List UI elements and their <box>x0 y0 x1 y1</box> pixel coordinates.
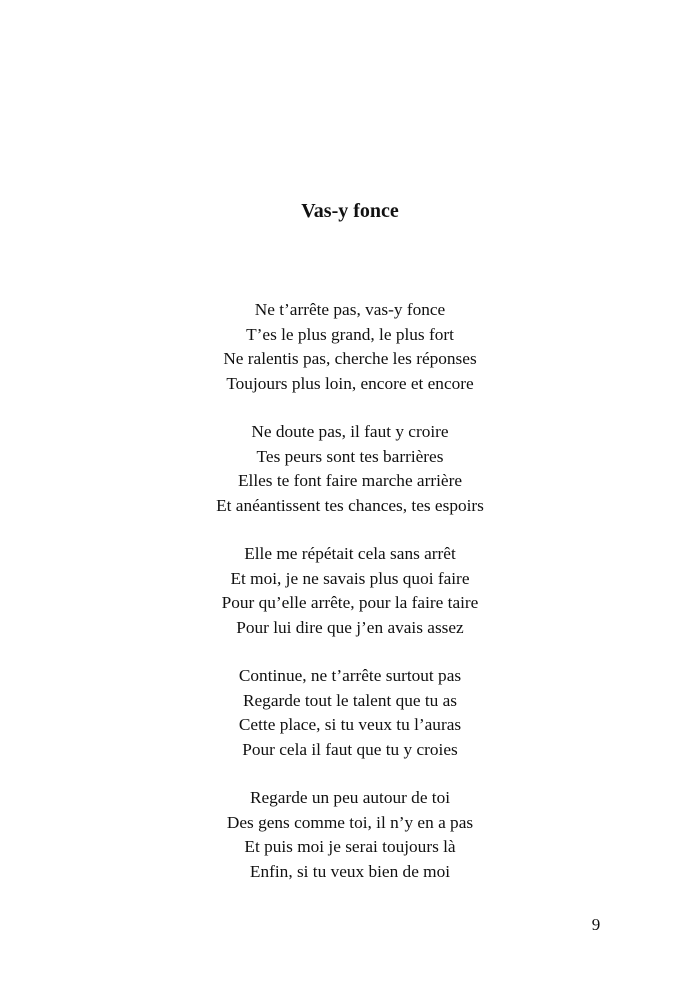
poem-line: Tes peurs sont tes barrières <box>256 446 444 466</box>
stanza-1 <box>0 298 700 396</box>
poem-line: T’es le plus grand, le plus fort <box>246 324 454 344</box>
poem-line: Ne t’arrête pas, vas-y fonce <box>254 300 446 319</box>
stanza-4 <box>0 664 700 762</box>
poem-line: Ne doute pas, il faut y croire <box>251 422 449 441</box>
poem-line: Pour qu’elle arrête, pour la faire taire <box>221 593 479 612</box>
poem-line: Des gens comme toi, il n’y en a pas <box>226 812 474 832</box>
poem-line: Regarde tout le talent que tu as <box>242 690 458 710</box>
page-number: 9 <box>591 915 601 934</box>
poem-title: Vas-y fonce <box>301 200 399 222</box>
poem-line: Enfin, si tu veux bien de moi <box>249 861 451 881</box>
poem-line: Continue, ne t’arrête surtout pas <box>238 666 462 685</box>
poem-line: Regarde un peu autour de toi <box>249 788 451 807</box>
stanza-5 <box>0 786 700 884</box>
poem-line: Pour cela il faut que tu y croies <box>242 739 458 759</box>
stanza-3 <box>0 542 700 640</box>
poem-body <box>0 298 700 908</box>
poem-line: Elles te font faire marche arrière <box>237 471 463 490</box>
poem-line: Toujours plus loin, encore et encore <box>226 373 474 393</box>
poem-line: Et anéantissent tes chances, tes espoirs <box>216 495 484 515</box>
stanza-2 <box>0 420 700 518</box>
poem-line: Cette place, si tu veux tu l’auras <box>238 715 462 734</box>
poem-line: Ne ralentis pas, cherche les réponses <box>223 349 477 368</box>
poem-line: Et moi, je ne savais plus quoi faire <box>230 568 470 588</box>
poem-line: Et puis moi je serai toujours là <box>244 837 456 856</box>
poem-line: Elle me répétait cela sans arrêt <box>244 544 456 563</box>
poem-line: Pour lui dire que j’en avais assez <box>236 617 464 637</box>
